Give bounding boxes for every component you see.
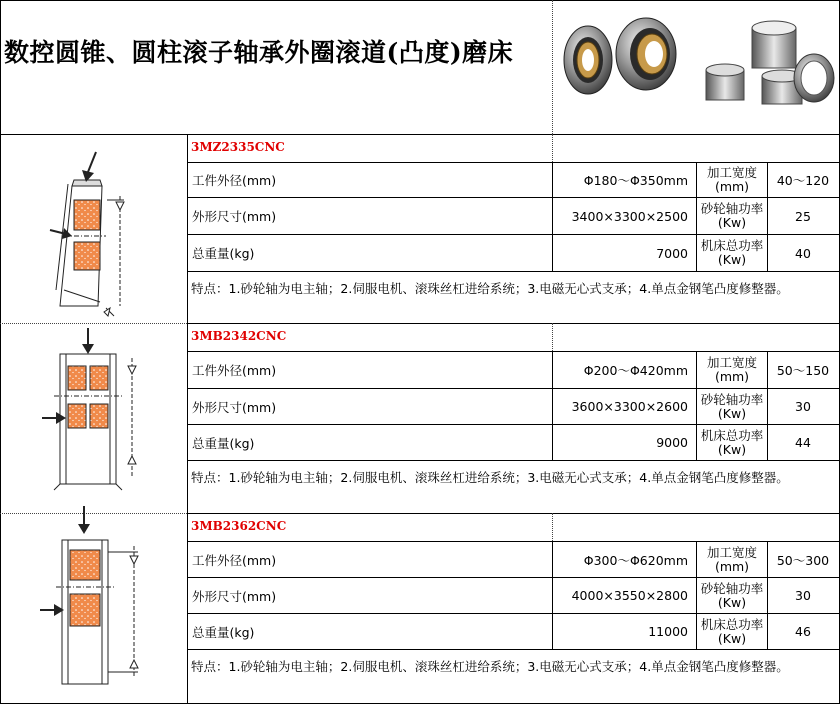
spec-label: 外形尺寸(mm) — [192, 399, 277, 415]
spec-label: 工件外径(mm) — [192, 173, 277, 188]
double-row-cylindrical-bearing-diagram-icon — [2, 326, 186, 510]
param-label: 砂轮轴功率(Kw) — [700, 580, 764, 610]
spec-label: 外形尺寸(mm) — [192, 588, 277, 604]
spec-value: 3400×3300×2500 — [571, 208, 688, 224]
model-number: 3MZ2335CNC — [191, 140, 285, 154]
param-value: 25 — [795, 208, 811, 224]
spec-value: 9000 — [656, 435, 688, 450]
param-label: 加工宽度(mm) — [706, 165, 757, 194]
spec-label: 总重量(kg) — [192, 624, 255, 640]
param-value: 50～150 — [776, 363, 830, 378]
param-value: 46 — [795, 624, 811, 639]
features-text: 特点：1.砂轮轴为电主轴；2.伺服电机、滚珠丝杠进给系统；3.电磁无心式支承；4.单点金钢笔凸度修整器。 — [191, 281, 789, 296]
spec-label: 工件外径(mm) — [192, 363, 277, 378]
param-value: 40～120 — [776, 173, 830, 188]
tapered-roller-bearing-diagram-icon — [2, 140, 186, 320]
spec-value: 3600×3300×2600 — [571, 399, 688, 414]
spec-value: 7000 — [656, 245, 688, 261]
param-value: 40 — [795, 245, 811, 261]
param-label: 加工宽度(mm) — [706, 355, 757, 384]
bearing-photo-icon — [556, 6, 836, 130]
spec-label: 工件外径(mm) — [192, 552, 277, 568]
param-value: 50～300 — [776, 552, 830, 568]
spec-value: 11000 — [648, 624, 688, 639]
page-title: 数控圆锥、圆柱滚子轴承外圈滚道(凸度)磨床 — [4, 38, 514, 67]
param-label: 机床总功率(Kw) — [700, 238, 764, 267]
model-number: 3MB2342CNC — [191, 329, 287, 343]
spec-value: Φ300～Φ620mm — [583, 552, 688, 568]
spec-label: 外形尺寸(mm) — [192, 209, 277, 224]
spec-label: 总重量(kg) — [192, 246, 255, 261]
model-number: 3MB2362CNC — [191, 519, 287, 533]
features-text: 特点：1.砂轮轴为电主轴；2.伺服电机、滚珠丝杠进给系统；3.电磁无心式支承；4.单点金钢笔凸度修整器。 — [191, 470, 789, 485]
param-value: 30 — [795, 588, 811, 603]
param-label: 砂轮轴功率(Kw) — [700, 201, 764, 230]
param-label: 机床总功率(Kw) — [700, 427, 764, 457]
spec-value: 4000×3550×2800 — [571, 588, 688, 603]
param-label: 加工宽度(mm) — [706, 544, 757, 574]
param-value: 30 — [795, 399, 811, 414]
spec-value: Φ180～Φ350mm — [583, 173, 688, 188]
spec-label: 总重量(kg) — [192, 435, 255, 451]
cylindrical-roller-bearing-diagram-icon — [2, 500, 186, 700]
spec-value: Φ200～Φ420mm — [583, 363, 688, 378]
param-label: 机床总功率(Kw) — [700, 616, 764, 646]
features-text: 特点：1.砂轮轴为电主轴；2.伺服电机、滚珠丝杠进给系统；3.电磁无心式支承；4.单点金钢笔凸度修整器。 — [191, 659, 789, 674]
param-label: 砂轮轴功率(Kw) — [700, 391, 764, 421]
param-value: 44 — [795, 435, 811, 450]
